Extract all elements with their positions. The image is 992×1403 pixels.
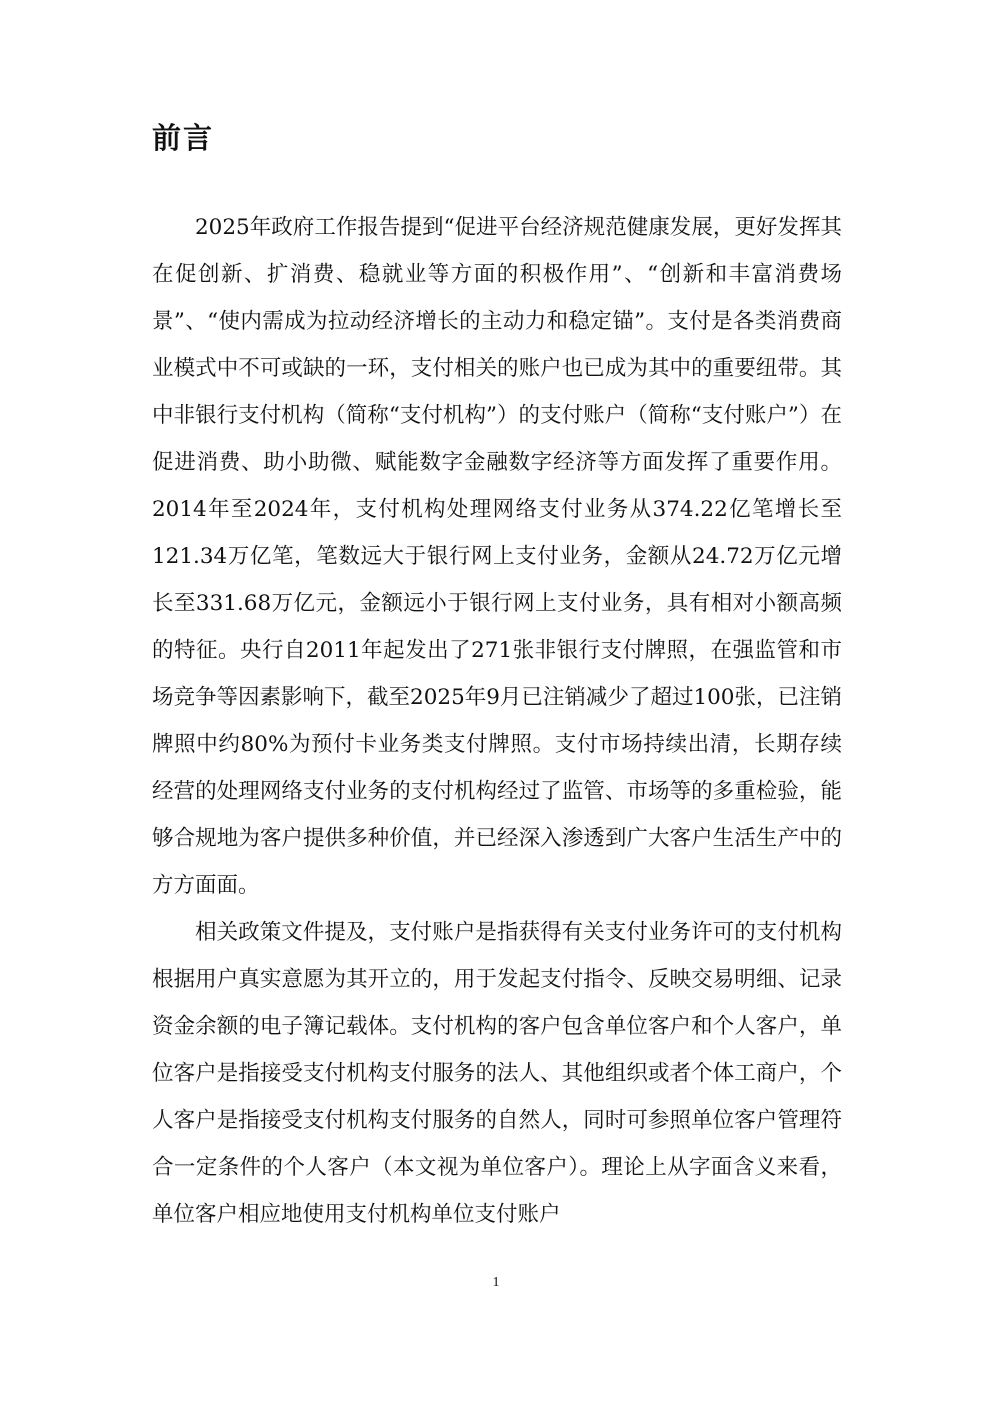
document-body: [152, 204, 842, 1238]
paragraph-2: 相关政策文件提及，支付账户是指获得有关支付业务许可的支付机构根据用户真实意愿为其开立的，用于发起支付指令、反映交易明细、记录资金余额的电子簿记载体。支付机构的客户包含单位客户和个人客户，单位客户是指接受支付机构支付服务的法人、其他组织或者个体工商户，个人客户是指接受支付机构支付服务的自然人，同时可参照单位客户管理符合一定条件的个人客户（本文视为单位客户）。理论上从字面含义来看，单位客户相应地使用支付机构单位支付账户: [152, 920, 842, 1227]
paragraph-1: 2025年政府工作报告提到“促进平台经济规范健康发展，更好发挥其在促创新、扩消费、稳就业等方面的积极作用”、“创新和丰富消费场景”、“使内需成为拉动经济增长的主动力和稳定锚”。支付是各类消费商业模式中不可或缺的一环，支付相关的账户也已成为其中的重要纽带。其中非银行支付机构（简称“支付机构”）的支付账户（简称“支付账户”）在促进消费、助小助微、赋能数字金融数字经济等方面发挥了重要作用。2014年至2024年，支付机构处理网络支付业务从374.22亿笔增长至121.34万亿笔，笔数远大于银行网上支付业务，金额从24.72万亿元增长至331.68万亿元，金额远小于银行网上支付业务，具有相对小额高频的特征。央行自2011年起发出了271张非银行支付牌照，在强监管和市场竞争等因素影响下，截至2025年9月已注销减少了超过100张，已注销牌照中约80%为预付卡业务类支付牌照。支付市场持续出清，长期存续经营的处理网络支付业务的支付机构经过了监管、市场等的多重检验，能够合规地为客户提供多种价值，并已经深入渗透到广大客户生活生产中的方方面面。: [152, 215, 842, 898]
section-heading: 前言: [152, 121, 215, 155]
page-number: 1: [492, 1275, 500, 1290]
